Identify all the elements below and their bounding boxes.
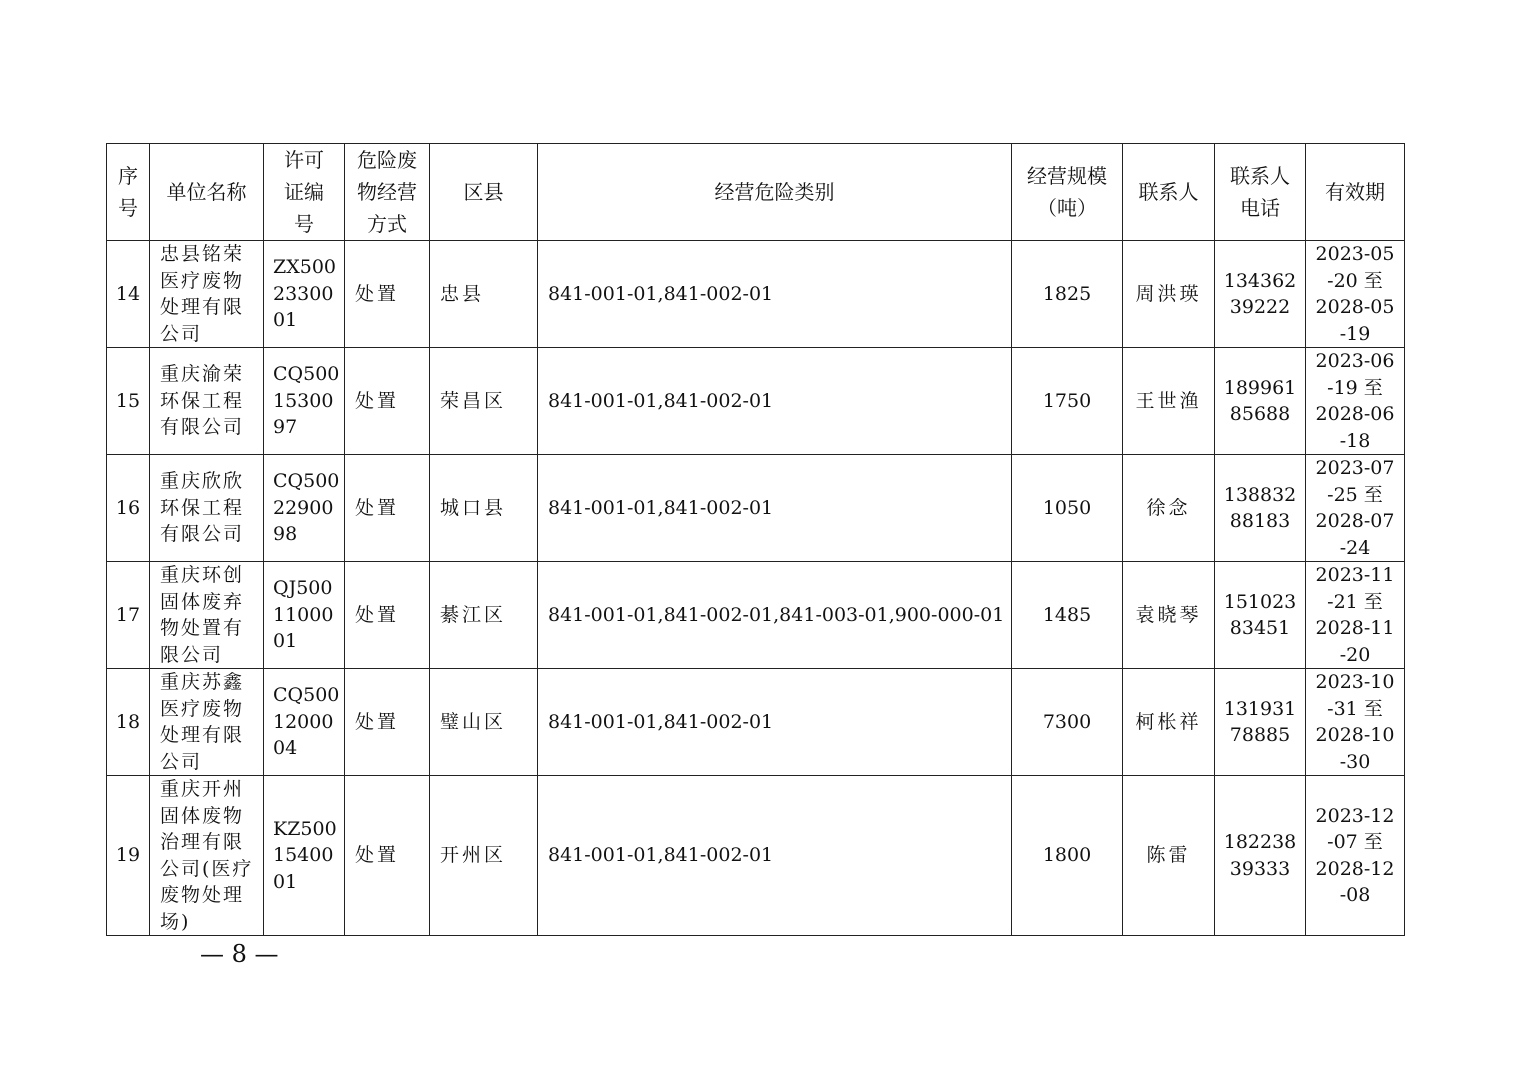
cell-categories: 841-001-01,841-002-01 (538, 669, 1012, 776)
cell-district: 开州区 (430, 776, 538, 936)
header-district: 区县 (430, 144, 538, 241)
cell-phone: 131931 78885 (1215, 669, 1306, 776)
cell-unit-name: 重庆环创固体废弃物处置有限公司 (150, 562, 264, 669)
page-number: — 8 — (200, 940, 279, 968)
cell-scale: 1750 (1012, 348, 1123, 455)
cell-unit-name: 忠县铭荣医疗废物处理有限公司 (150, 241, 264, 348)
header-license-no: 许可证编号 (264, 144, 345, 241)
cell-license-no: QJ500 11000 01 (264, 562, 345, 669)
cell-categories: 841-001-01,841-002-01,841-003-01,900-000-01 (538, 562, 1012, 669)
cell-license-no: CQ500 12000 04 (264, 669, 345, 776)
header-validity: 有效期 (1306, 144, 1405, 241)
cell-validity: 2023-07 -25 至 2028-07 -24 (1306, 455, 1405, 562)
cell-district: 城口县 (430, 455, 538, 562)
header-no: 序号 (107, 144, 150, 241)
cell-categories: 841-001-01,841-002-01 (538, 241, 1012, 348)
header-method: 危险废物经营方式 (345, 144, 430, 241)
cell-license-no: CQ500 22900 98 (264, 455, 345, 562)
cell-scale: 1485 (1012, 562, 1123, 669)
table-row (107, 348, 1405, 455)
cell-method: 处置 (345, 776, 430, 936)
cell-contact: 陈雷 (1123, 776, 1215, 936)
cell-method: 处置 (345, 669, 430, 776)
cell-unit-name: 重庆开州固体废物治理有限公司(医疗废物处理场) (150, 776, 264, 936)
table-header-row (107, 144, 1405, 241)
table-row (107, 455, 1405, 562)
cell-contact: 柯枨祥 (1123, 669, 1215, 776)
cell-no: 15 (107, 348, 150, 455)
header-scale: 经营规模（吨） (1012, 144, 1123, 241)
cell-no: 18 (107, 669, 150, 776)
cell-no: 16 (107, 455, 150, 562)
cell-validity: 2023-06 -19 至 2028-06 -18 (1306, 348, 1405, 455)
header-contact: 联系人 (1123, 144, 1215, 241)
cell-license-no: ZX500 23300 01 (264, 241, 345, 348)
header-categories: 经营危险类别 (538, 144, 1012, 241)
cell-no: 17 (107, 562, 150, 669)
cell-unit-name: 重庆苏鑫医疗废物处理有限公司 (150, 669, 264, 776)
cell-license-no: KZ500 15400 01 (264, 776, 345, 936)
permit-table (106, 143, 1405, 936)
cell-district: 綦江区 (430, 562, 538, 669)
cell-license-no: CQ500 15300 97 (264, 348, 345, 455)
cell-contact: 徐念 (1123, 455, 1215, 562)
cell-unit-name: 重庆欣欣环保工程有限公司 (150, 455, 264, 562)
cell-phone: 138832 88183 (1215, 455, 1306, 562)
cell-scale: 1050 (1012, 455, 1123, 562)
table-row (107, 562, 1405, 669)
cell-categories: 841-001-01,841-002-01 (538, 348, 1012, 455)
cell-method: 处置 (345, 562, 430, 669)
cell-no: 19 (107, 776, 150, 936)
cell-contact: 周洪瑛 (1123, 241, 1215, 348)
cell-categories: 841-001-01,841-002-01 (538, 455, 1012, 562)
cell-validity: 2023-05 -20 至 2028-05 -19 (1306, 241, 1405, 348)
cell-unit-name: 重庆渝荣环保工程有限公司 (150, 348, 264, 455)
cell-district: 璧山区 (430, 669, 538, 776)
cell-scale: 1800 (1012, 776, 1123, 936)
cell-contact: 王世渔 (1123, 348, 1215, 455)
cell-contact: 袁晓琴 (1123, 562, 1215, 669)
cell-phone: 182238 39333 (1215, 776, 1306, 936)
cell-categories: 841-001-01,841-002-01 (538, 776, 1012, 936)
cell-validity: 2023-10 -31 至 2028-10 -30 (1306, 669, 1405, 776)
cell-method: 处置 (345, 348, 430, 455)
cell-validity: 2023-12 -07 至 2028-12 -08 (1306, 776, 1405, 936)
header-phone: 联系人电话 (1215, 144, 1306, 241)
cell-no: 14 (107, 241, 150, 348)
cell-phone: 189961 85688 (1215, 348, 1306, 455)
header-unit-name: 单位名称 (150, 144, 264, 241)
cell-phone: 151023 83451 (1215, 562, 1306, 669)
cell-validity: 2023-11 -21 至 2028-11 -20 (1306, 562, 1405, 669)
cell-district: 荣昌区 (430, 348, 538, 455)
cell-scale: 7300 (1012, 669, 1123, 776)
cell-phone: 134362 39222 (1215, 241, 1306, 348)
cell-district: 忠县 (430, 241, 538, 348)
table-row (107, 669, 1405, 776)
cell-scale: 1825 (1012, 241, 1123, 348)
cell-method: 处置 (345, 241, 430, 348)
table-row (107, 241, 1405, 348)
cell-method: 处置 (345, 455, 430, 562)
table-row (107, 776, 1405, 936)
